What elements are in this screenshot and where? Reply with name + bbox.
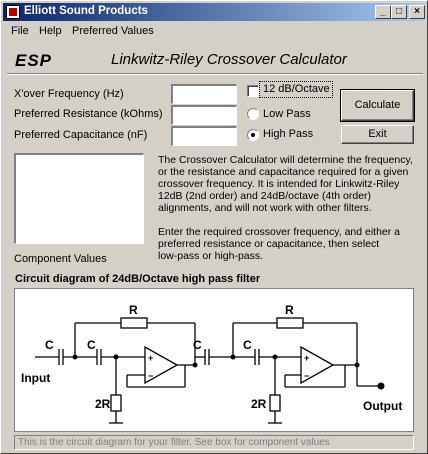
diagram-title: Circuit diagram of 24dB/Octave high pass filter xyxy=(15,273,261,285)
app-icon xyxy=(6,5,20,19)
window-title: Elliott Sound Products xyxy=(24,5,148,17)
slope-12db-checkbox[interactable] xyxy=(247,85,259,97)
low-pass-label: Low Pass xyxy=(263,108,311,120)
divider xyxy=(7,73,423,75)
frequency-input[interactable] xyxy=(171,84,237,104)
capacitance-input[interactable] xyxy=(171,126,237,146)
circuit-diagram xyxy=(14,288,414,432)
opamp1-plus: + xyxy=(148,353,154,363)
frequency-label: X'over Frequency (Hz) xyxy=(14,88,124,100)
label-2r-2: 2R xyxy=(251,397,267,411)
opamp2-plus: + xyxy=(304,353,310,363)
label-c2: C xyxy=(87,338,96,352)
label-c4: C xyxy=(243,338,252,352)
title-bar[interactable] xyxy=(3,3,425,21)
label-c3: C xyxy=(193,338,202,352)
close-button[interactable]: × xyxy=(409,5,425,19)
capacitance-label: Preferred Capacitance (nF) xyxy=(14,129,148,141)
label-input: Input xyxy=(21,371,51,385)
calculate-button[interactable]: Calculate xyxy=(341,90,414,121)
circuit-svg xyxy=(15,289,413,431)
menu-preferred-values[interactable]: Preferred Values xyxy=(72,25,154,37)
resistance-label: Preferred Resistance (kOhms) xyxy=(14,108,163,120)
slope-12db-label: 12 dB/Octave xyxy=(263,83,330,95)
high-pass-label: High Pass xyxy=(263,128,314,140)
resistance-input[interactable] xyxy=(171,105,237,125)
opamp1-minus: − xyxy=(148,371,154,381)
maximize-button[interactable]: □ xyxy=(391,5,407,19)
esp-logo: ESP xyxy=(15,51,53,70)
low-pass-radio[interactable] xyxy=(247,108,259,120)
label-c1: C xyxy=(45,338,54,352)
description-paragraph-1: The Crossover Calculator will determine the frequency, or the resistance and capacitance required for a given crossover frequency. It is intended for Linkwitz-Riley 12dB (2nd order) and 24dB/octave (4th order) alignments, and will not work with other filters. xyxy=(158,154,413,214)
menu-file[interactable]: File xyxy=(11,25,29,37)
high-pass-radio[interactable] xyxy=(247,129,259,141)
minimize-button[interactable]: _ xyxy=(375,5,391,19)
component-values-box xyxy=(14,153,144,244)
status-bar: This is the circuit diagram for your filter. See box for component values xyxy=(14,435,414,450)
label-r1: R xyxy=(129,303,138,317)
menu-help[interactable]: Help xyxy=(39,25,62,37)
menu-bar xyxy=(3,22,425,40)
exit-button[interactable]: Exit xyxy=(341,125,414,144)
label-2r-1: 2R xyxy=(95,397,111,411)
label-r2: R xyxy=(285,303,294,317)
description-paragraph-2: Enter the required crossover frequency, and either a preferred resistance or capacitance, then select low-pass or high-pass. xyxy=(158,226,401,262)
page-title: Linkwitz-Riley Crossover Calculator xyxy=(111,51,347,68)
component-values-label: Component Values xyxy=(14,253,107,265)
opamp2-minus: − xyxy=(304,371,310,381)
label-output: Output xyxy=(363,399,403,413)
